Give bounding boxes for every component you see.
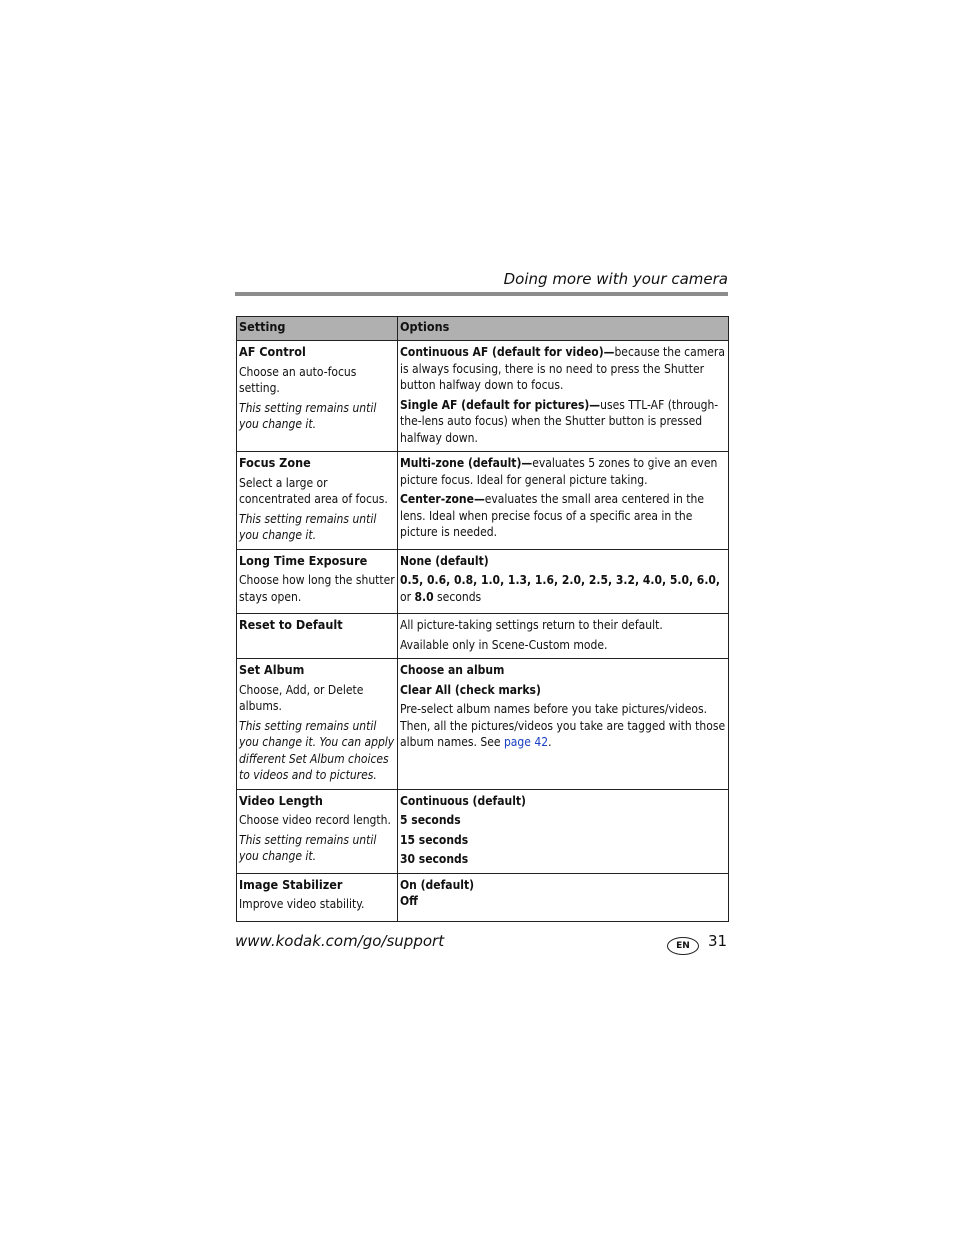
page-number: 31 (708, 932, 728, 950)
setting-name: Set Album (239, 662, 305, 677)
option-item: 30 seconds (400, 852, 469, 866)
option-label: Continuous AF (default for video)— (400, 345, 615, 359)
option-text: evaluates the small area centered in the lens. Ideal when precise focus of a specific area in the picture is needed. (400, 492, 704, 539)
option-item (400, 572, 726, 605)
setting-description: Select a large or concentrated area of focus. (239, 475, 388, 506)
setting-name: AF Control (239, 344, 306, 359)
table-row (237, 789, 729, 873)
table-row (237, 452, 729, 550)
setting-name: Reset to Default (239, 617, 343, 632)
option-label: Multi-zone (default)— (400, 456, 533, 470)
setting-cell (237, 341, 398, 452)
option-text: Pre-select album names before you take pictures/videos. Then, all the pictures/videos you take are tagged with those album names. See (400, 702, 726, 749)
option-item: Choose an album (400, 663, 505, 677)
option-item (400, 397, 726, 447)
option-item: 5 seconds (400, 813, 461, 827)
setting-note: This setting remains until you change it. You can apply different Set Album choices to videos and to pictures. (239, 718, 395, 782)
setting-description: Choose video record length. (239, 813, 391, 827)
table-row (237, 873, 729, 921)
setting-description: Choose how long the shutter stays open. (239, 573, 395, 604)
setting-name: Focus Zone (239, 455, 311, 470)
table-header-row (237, 317, 729, 341)
options-cell (398, 549, 729, 614)
settings-table (236, 316, 729, 922)
option-item: None (default) (400, 553, 489, 568)
option-text-end: . (548, 735, 552, 749)
option-item: Off (400, 894, 418, 908)
option-item: Clear All (check marks) (400, 682, 541, 697)
options-cell (398, 873, 729, 921)
setting-note: This setting remains until you change it. (239, 400, 377, 431)
setting-cell (237, 789, 398, 873)
header-rule (235, 292, 728, 296)
table-row (237, 614, 729, 659)
setting-name: Video Length (239, 792, 323, 808)
support-url[interactable]: www.kodak.com/go/support (235, 932, 445, 950)
option-item: On (default) (400, 877, 475, 892)
option-label: Single AF (default for pictures)— (400, 397, 601, 412)
option-text: because the camera is always focusing, there is no need to press the Shutter button halfway down to focus. (400, 345, 725, 392)
option-text: uses TTL-AF (through-the-lens auto focus) when the Shutter button is pressed halfway down. (400, 397, 719, 445)
options-cell (398, 789, 729, 873)
setting-note: This setting remains until you change it. (239, 832, 377, 863)
language-badge: EN (667, 937, 699, 955)
page-link[interactable]: page 42 (503, 735, 549, 749)
setting-cell (237, 549, 398, 614)
option-item (400, 344, 726, 394)
setting-cell (237, 614, 398, 659)
option-unit: seconds (437, 589, 482, 604)
option-label: Center-zone— (400, 492, 485, 506)
options-cell (398, 614, 729, 659)
option-text: evaluates 5 zones to give an even picture focus. Ideal for general picture taking. (400, 456, 718, 487)
setting-description: Improve video stability. (239, 897, 365, 911)
table-row (237, 341, 729, 452)
setting-name: Long Time Exposure (239, 552, 368, 568)
column-header-setting: Setting (237, 317, 398, 341)
setting-note: This setting remains until you change it. (239, 511, 377, 542)
option-item: All picture-taking settings return to their default. (400, 618, 663, 632)
setting-description: Choose an auto-focus setting. (239, 364, 357, 395)
option-last-value: 8.0 (414, 589, 434, 604)
options-cell (398, 341, 729, 452)
option-item (400, 701, 726, 751)
option-item: 15 seconds (400, 832, 469, 847)
option-values: 0.5, 0.6, 0.8, 1.0, 1.3, 1.6, 2.0, 2.5, 3.2, 4.0, 5.0, 6.0, (400, 573, 721, 587)
setting-cell (237, 659, 398, 790)
setting-cell (237, 452, 398, 550)
option-item (400, 491, 726, 541)
setting-description: Choose, Add, or Delete albums. (239, 682, 364, 713)
options-cell (398, 452, 729, 550)
option-item: Available only in Scene-Custom mode. (400, 637, 608, 652)
setting-cell (237, 873, 398, 921)
running-header: Doing more with your camera (503, 270, 728, 288)
table-row (237, 659, 729, 790)
option-or: or (400, 589, 412, 604)
table-row (237, 549, 729, 614)
column-header-options: Options (398, 317, 729, 341)
setting-name: Image Stabilizer (239, 876, 343, 892)
option-item: Continuous (default) (400, 793, 526, 808)
options-cell (398, 659, 729, 790)
option-item (400, 455, 726, 488)
